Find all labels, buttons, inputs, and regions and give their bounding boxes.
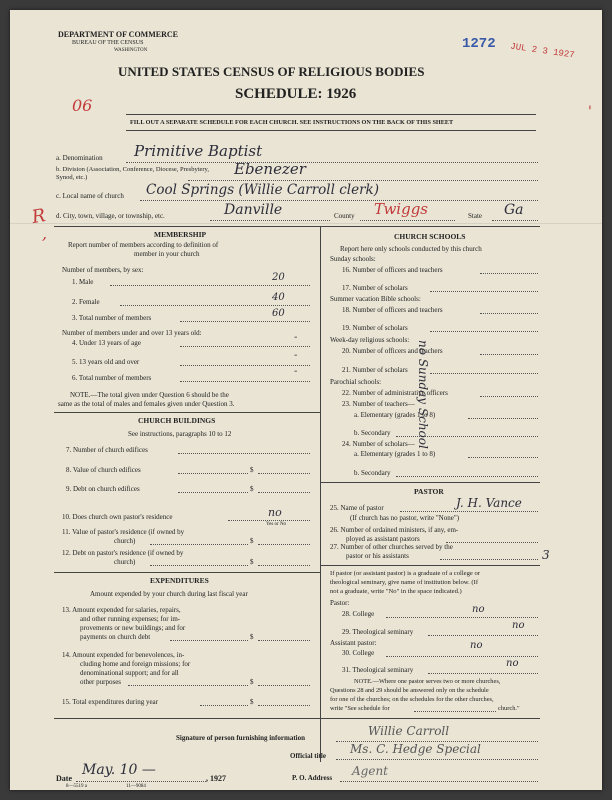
q12-label-2: church): [114, 558, 136, 566]
membership-note: Report number of members according to definition of: [68, 241, 219, 249]
division-value: Ebenezer: [234, 160, 306, 178]
county-value: Twiggs: [374, 200, 429, 218]
margin-mark-06: 06: [72, 96, 93, 115]
q26-label-2: ployed as assistant pastors: [346, 535, 420, 543]
instruction-line: FILL OUT A SEPARATE SCHEDULE FOR EACH CHURCH. SEE INSTRUCTIONS ON THE BACK OF THIS SHEET: [130, 119, 454, 126]
margin-mark-dash: ,: [42, 224, 48, 243]
q8-dollar: $: [250, 466, 254, 474]
q6-value: -: [294, 366, 298, 377]
q20-label: 20. Number of officers and teachers: [342, 347, 443, 355]
q13-label-2: and other running expenses; for im-: [80, 615, 181, 623]
q13-label-4: payments on church debt: [80, 633, 151, 641]
fold-line: [10, 223, 602, 224]
q29-label: 29. Theological seminary: [342, 628, 414, 636]
q19-label: 19. Number of scholars: [342, 324, 408, 332]
q14-label-3: denominational support; and for all: [80, 669, 179, 677]
q24a-label: a. Elementary (grades 1 to 8): [354, 450, 436, 458]
year-value: , 1927: [206, 774, 226, 783]
q18-label: 18. Number of officers and teachers: [342, 306, 443, 314]
q12-label: 12. Debt on pastor's residence (if owned by: [62, 549, 184, 557]
form-title: UNITED STATES CENSUS OF RELIGIOUS BODIES: [118, 64, 425, 79]
q9-dollar: $: [250, 485, 254, 493]
q3-label: 3. Total number of members: [72, 314, 152, 322]
by-sex-label: Number of members, by sex:: [62, 266, 144, 274]
date-value: May. 10 —: [82, 762, 156, 778]
schools-heading: CHURCH SCHOOLS: [394, 232, 466, 241]
assistant-pastor-label: Assistant pastor:: [330, 639, 377, 647]
q3-value: 60: [272, 308, 285, 319]
q14-dollar: $: [250, 678, 254, 686]
q25-label: 25. Name of pastor: [330, 504, 384, 512]
graduate-instruction-3: not a graduate, write "No" in the space indicated.): [330, 588, 462, 595]
official-title-label: Official title: [290, 752, 326, 760]
q11-dollar: $: [250, 537, 254, 545]
pastor-note-2: Questions 28 and 29 should be answered only on the schedule: [330, 687, 489, 694]
q2-label: 2. Female: [72, 298, 100, 306]
signature-value: Willie Carroll: [368, 724, 450, 738]
form-number-2: 11—9084: [126, 784, 146, 789]
pastor-name-value: J. H. Vance: [456, 496, 522, 510]
city-value: Danville: [224, 202, 283, 218]
stamp-number: 1272: [462, 36, 496, 52]
received-stamp: JUL 2 3 1927: [509, 41, 576, 61]
q23b-label: b. Secondary: [354, 429, 391, 437]
q24b-label: b. Secondary: [354, 469, 391, 477]
q23-label: 23. Number of teachers—: [342, 400, 415, 408]
local-name-label: c. Local name of church: [56, 192, 124, 200]
buildings-heading: CHURCH BUILDINGS: [138, 416, 216, 425]
q10-value: no: [268, 506, 282, 519]
county-label: County: [334, 212, 355, 220]
local-name-value: Cool Springs (Willie Carroll clerk): [146, 182, 379, 198]
q10-label: 10. Does church own pastor's residence: [62, 513, 173, 521]
graduate-instruction: If pastor (or assistant pastor) is a graduate of a college or: [330, 570, 480, 577]
parochial-schools-label: Parochial schools:: [330, 378, 382, 386]
membership-note-2: member in your church: [134, 250, 200, 258]
q11-label-2: church): [114, 537, 136, 545]
buildings-sub: See instructions, paragraphs 10 to 12: [128, 430, 232, 438]
q21-label: 21. Number of scholars: [342, 366, 408, 374]
q27-value: 3: [542, 548, 550, 562]
age-group-label: Number of members under and over 13 years old:: [62, 329, 202, 337]
pastor-note-5: church.": [498, 705, 520, 712]
city-field-label: d. City, town, village, or township, etc.: [56, 212, 165, 220]
q26-label: 26. Number of ordained ministers, if any, em-: [330, 526, 459, 534]
q14-label: 14. Amount expended for benevolences, in-: [62, 651, 185, 659]
no-sunday-school-note: no Sunday School: [416, 340, 430, 449]
weekday-schools-label: Week-day religious schools:: [330, 336, 410, 344]
q27-label: 27. Number of other churches served by the: [330, 543, 453, 551]
schedule-title: SCHEDULE: 1926: [235, 86, 357, 102]
signature-label: Signature of person furnishing information: [176, 734, 305, 742]
summer-schools-label: Summer vacation Bible schools:: [330, 295, 421, 303]
membership-footnote-2: same as the total of males and females given under Question 3.: [58, 400, 235, 408]
margin-mark-r: R: [30, 204, 48, 229]
q12-dollar: $: [250, 558, 254, 566]
q14-label-2: cluding home and foreign missions; for: [80, 660, 191, 668]
pastor-sub-label: Pastor:: [330, 599, 350, 607]
q15-dollar: $: [250, 698, 254, 706]
date-label: Date: [56, 774, 72, 783]
q28-value: no: [472, 604, 485, 615]
membership-footnote: NOTE.—The total given under Question 6 should be the: [70, 391, 229, 399]
q5-label: 5. 13 years old and over: [72, 358, 140, 366]
q11-label: 11. Value of pastor's residence (if owned by: [62, 528, 185, 536]
official-title-value: Ms. C. Hedge Special: [350, 742, 481, 756]
membership-heading: MEMBERSHIP: [154, 230, 207, 239]
q29-value: no: [512, 620, 525, 631]
q13-dollar: $: [250, 633, 254, 641]
form-number: 8—5519 a: [66, 784, 87, 789]
q6-label: 6. Total number of members: [72, 374, 152, 382]
q31-value: no: [506, 658, 519, 669]
q31-label: 31. Theological seminary: [342, 666, 414, 674]
po-address-label: P. O. Address: [292, 774, 333, 782]
city-label: WASHINGTON: [114, 48, 148, 53]
q28-label: 28. College: [342, 610, 375, 618]
q4-value: -: [294, 332, 298, 343]
dept-label: DEPARTMENT OF COMMERCE: [58, 30, 179, 39]
q25-note: (If church has no pastor, write "None"): [350, 514, 460, 522]
q13-label: 13. Amount expended for salaries, repairs,: [62, 606, 181, 614]
column-divider: [320, 226, 321, 762]
q22-label: 22. Number of administrative officers: [342, 389, 448, 397]
q1-value: 20: [272, 272, 285, 283]
q17-label: 17. Number of scholars: [342, 284, 408, 292]
pastor-heading: PASTOR: [414, 487, 444, 496]
bureau-label: BUREAU OF THE CENSUS: [72, 40, 144, 46]
q1-label: 1. Male: [72, 278, 94, 286]
division-label: b. Division (Association, Conference, Diocese, Presbytery, Synod, etc.): [56, 166, 210, 181]
q14-label-4: other purposes: [80, 678, 122, 686]
q8-label: 8. Value of church edifices: [66, 466, 141, 474]
expenditures-heading: EXPENDITURES: [150, 576, 209, 585]
q24-label: 24. Number of scholars—: [342, 440, 415, 448]
q15-label: 15. Total expenditures during year: [62, 698, 158, 706]
yes-no-hint: Yes or No: [266, 522, 287, 527]
po-address-value: Agent: [352, 764, 388, 778]
schools-sub: Report here only schools conducted by this church: [340, 245, 482, 253]
denomination-value: Primitive Baptist: [134, 142, 263, 160]
denomination-label: a. Denomination: [56, 154, 103, 162]
q13-label-3: provements or new buildings; and for: [80, 624, 186, 632]
q5-value: -: [294, 350, 298, 361]
pastor-note-4: write "See schedule for: [330, 705, 390, 712]
q27-label-2: pastor or his assistants: [346, 552, 409, 560]
census-schedule-sheet: [10, 10, 602, 790]
expenditures-sub: Amount expended by your church during last fiscal year: [90, 590, 248, 598]
q16-label: 16. Number of officers and teachers: [342, 266, 443, 274]
margin-mark-right: ': [588, 104, 592, 120]
graduate-instruction-2: theological seminary, give name of institution below. (If: [330, 579, 479, 586]
state-label: State: [468, 212, 482, 220]
q7-label: 7. Number of church edifices: [66, 446, 148, 454]
q4-label: 4. Under 13 years of age: [72, 339, 141, 347]
sunday-schools-label: Sunday schools:: [330, 255, 376, 263]
q30-value: no: [470, 640, 483, 651]
q30-label: 30. College: [342, 649, 375, 657]
q23a-label: a. Elementary (grades 1 to 8): [354, 411, 436, 419]
q2-value: 40: [272, 292, 285, 303]
pastor-note-3: for one of the churches; on the schedules for the other churches,: [330, 696, 494, 703]
pastor-note: NOTE.—Where one pastor serves two or more churches,: [354, 678, 501, 685]
state-value: Ga: [504, 202, 524, 218]
q9-label: 9. Debt on church edifices: [66, 485, 140, 493]
